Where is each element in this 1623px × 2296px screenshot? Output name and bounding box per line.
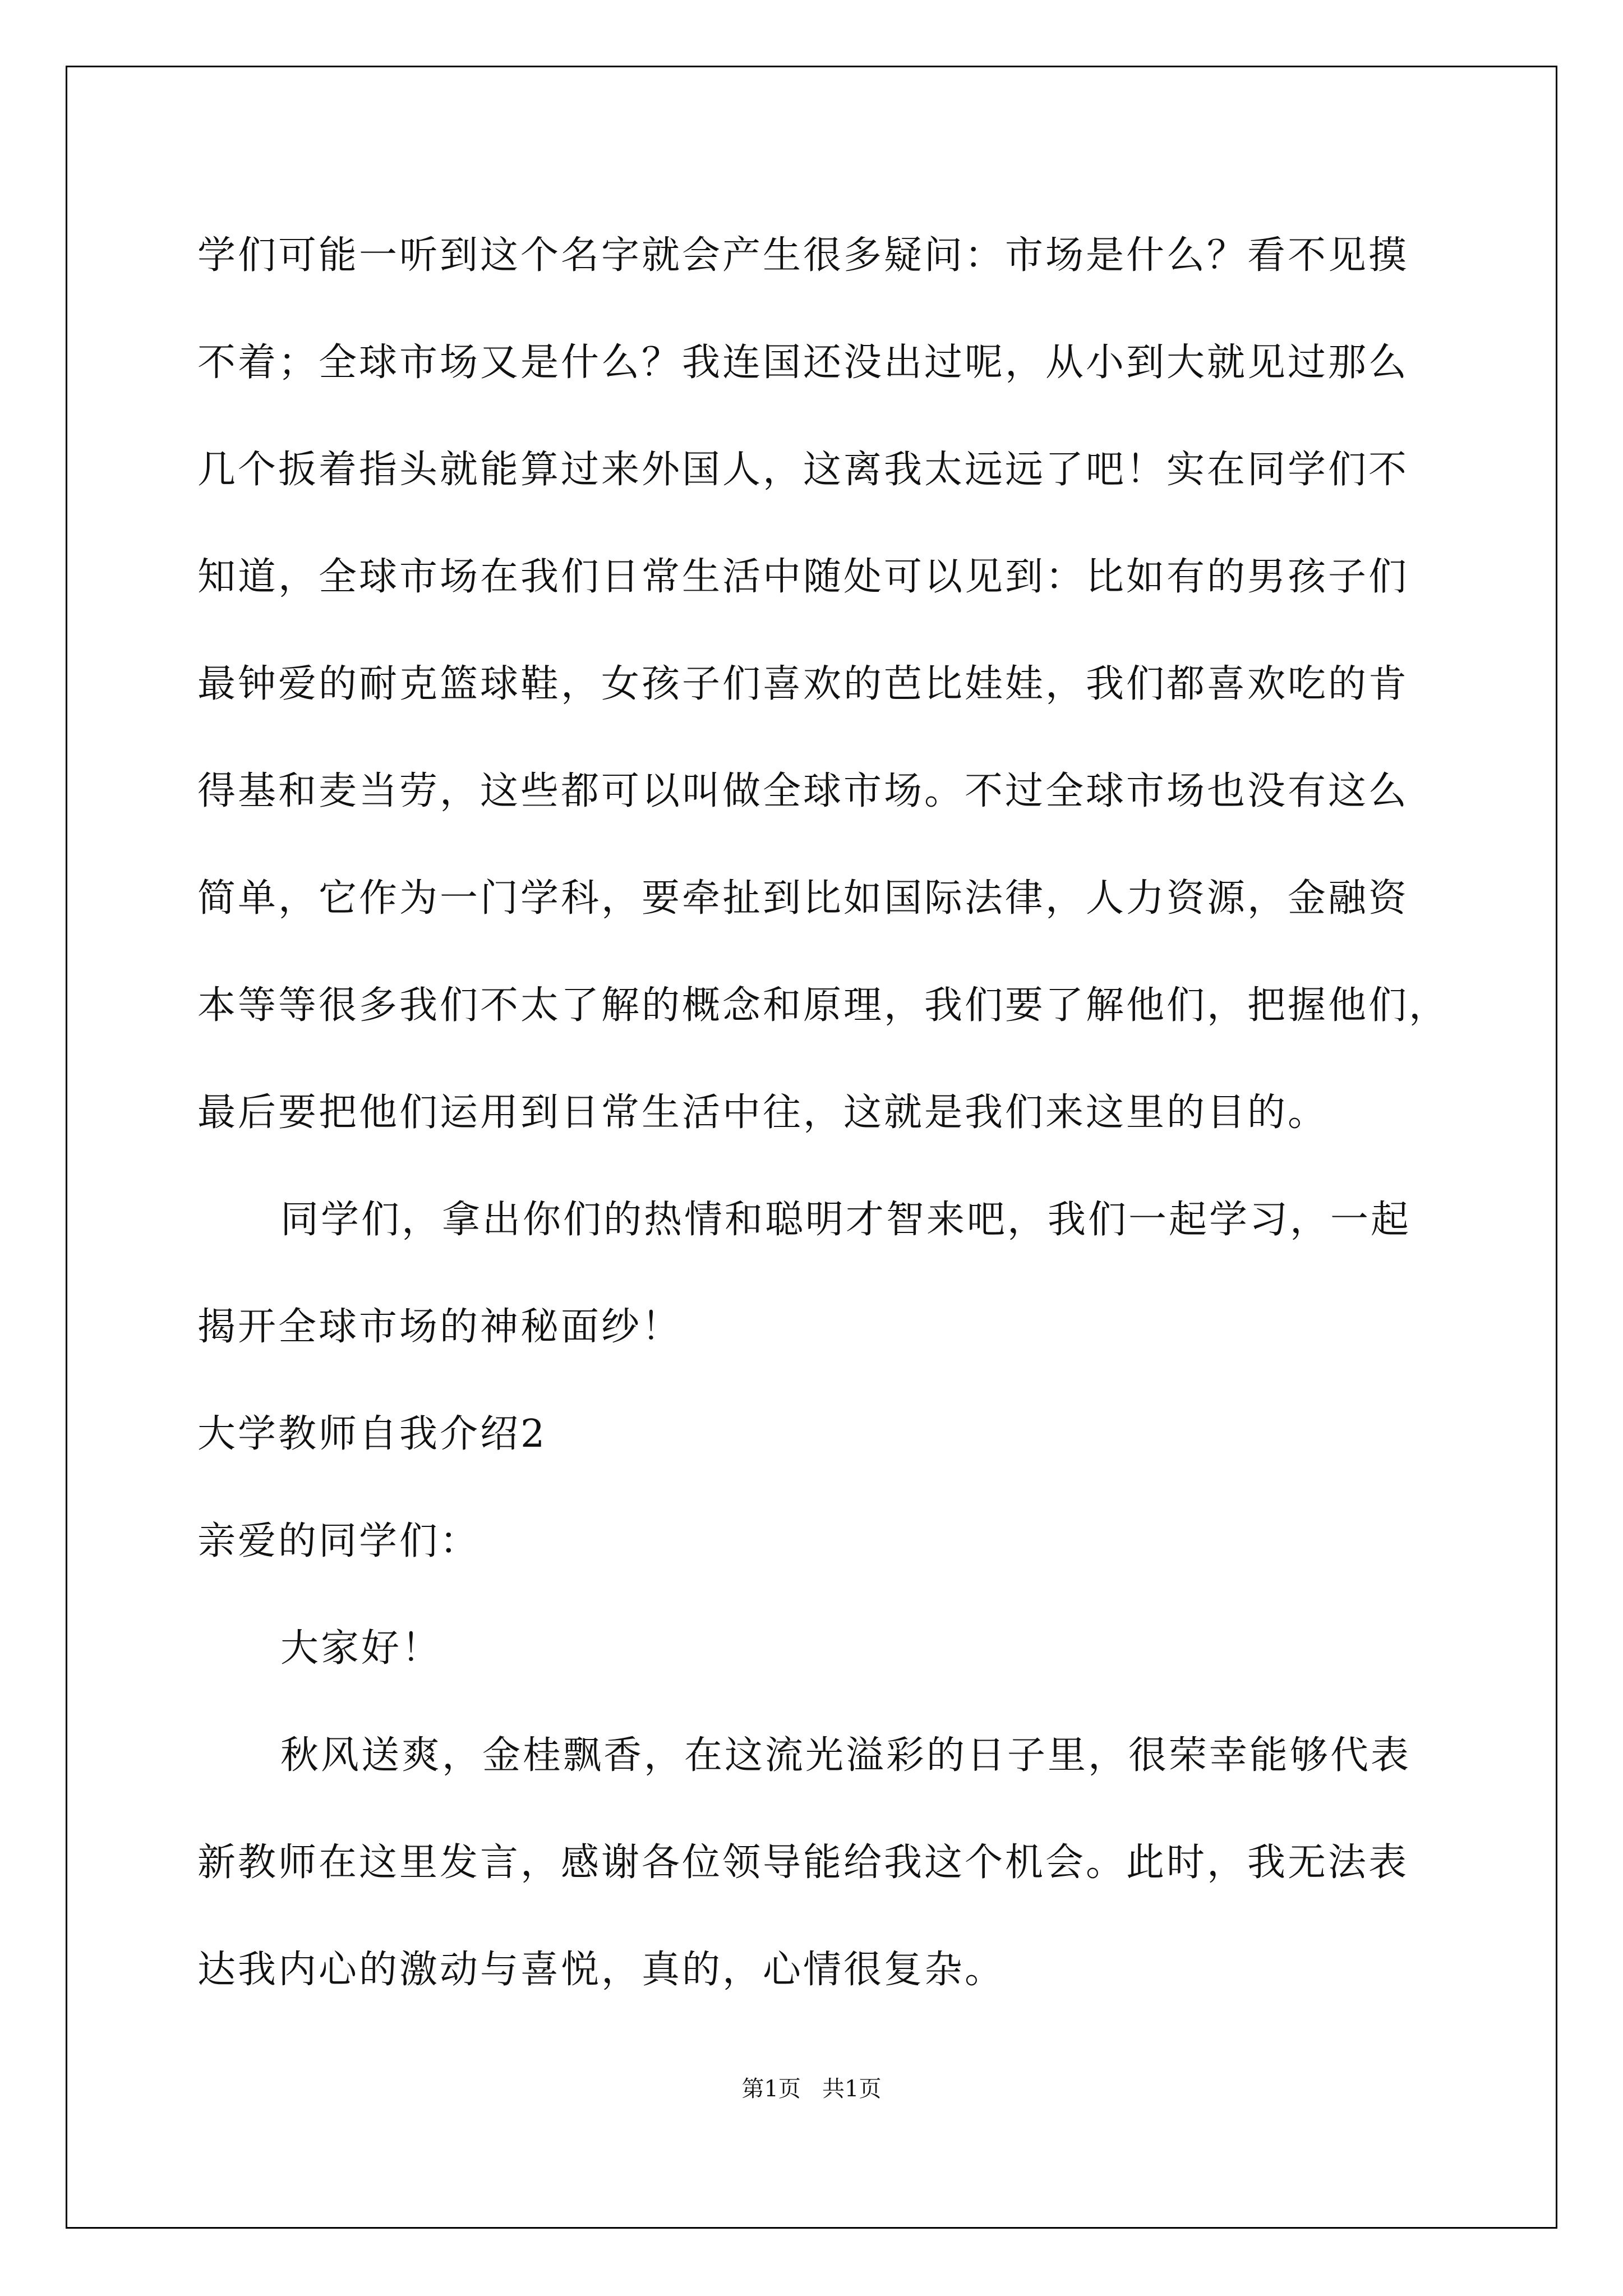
- document-body: [197, 202, 1448, 2023]
- text-line: 达我内心的激动与喜悦，真的，心情很复杂。: [197, 1948, 1006, 1992]
- text-line: 几个扳着指头就能算过来外国人，这离我太远远了吧！实在同学们不: [197, 448, 1409, 492]
- paragraph-start-line: 同学们，拿出你们的热情和聪明才智来吧，我们一起学习，一起: [280, 1198, 1412, 1242]
- text-line: 简单，它作为一门学科，要牵扯到比如国际法律，人力资源，金融资: [197, 876, 1409, 921]
- paragraph-start-line: 秋风送爽，金桂飘香，在这流光溢彩的日子里，很荣幸能够代表: [280, 1733, 1412, 1778]
- text-line: 最后要把他们运用到日常生活中往，这就是我们来这里的目的。: [197, 1091, 1329, 1135]
- section-heading: 大学教师自我介绍2: [197, 1412, 547, 1456]
- text-line: 最钟爱的耐克篮球鞋，女孩子们喜欢的芭比娃娃，我们都喜欢吃的肯: [197, 662, 1409, 706]
- greeting-line: 大家好！: [280, 1626, 442, 1671]
- page-number-footer: 第1页 共1页: [741, 2076, 882, 2102]
- salutation: 亲爱的同学们：: [197, 1519, 481, 1563]
- text-line: 学们可能一听到这个名字就会产生很多疑问：市场是什么？看不见摸: [197, 233, 1409, 278]
- text-line: 新教师在这里发言，感谢各位领导能给我这个机会。此时，我无法表: [197, 1841, 1409, 1885]
- text-line: 得基和麦当劳，这些都可以叫做全球市场。不过全球市场也没有这么: [197, 769, 1409, 813]
- text-line: 知道，全球市场在我们日常生活中随处可以见到：比如有的男孩子们: [197, 555, 1409, 599]
- text-line: 揭开全球市场的神秘面纱！: [197, 1305, 683, 1349]
- text-line: 不着；全球市场又是什么？我连国还没出过呢，从小到大就见过那么: [197, 341, 1409, 385]
- text-line: 本等等很多我们不太了解的概念和原理，我们要了解他们，把握他们，: [197, 983, 1450, 1028]
